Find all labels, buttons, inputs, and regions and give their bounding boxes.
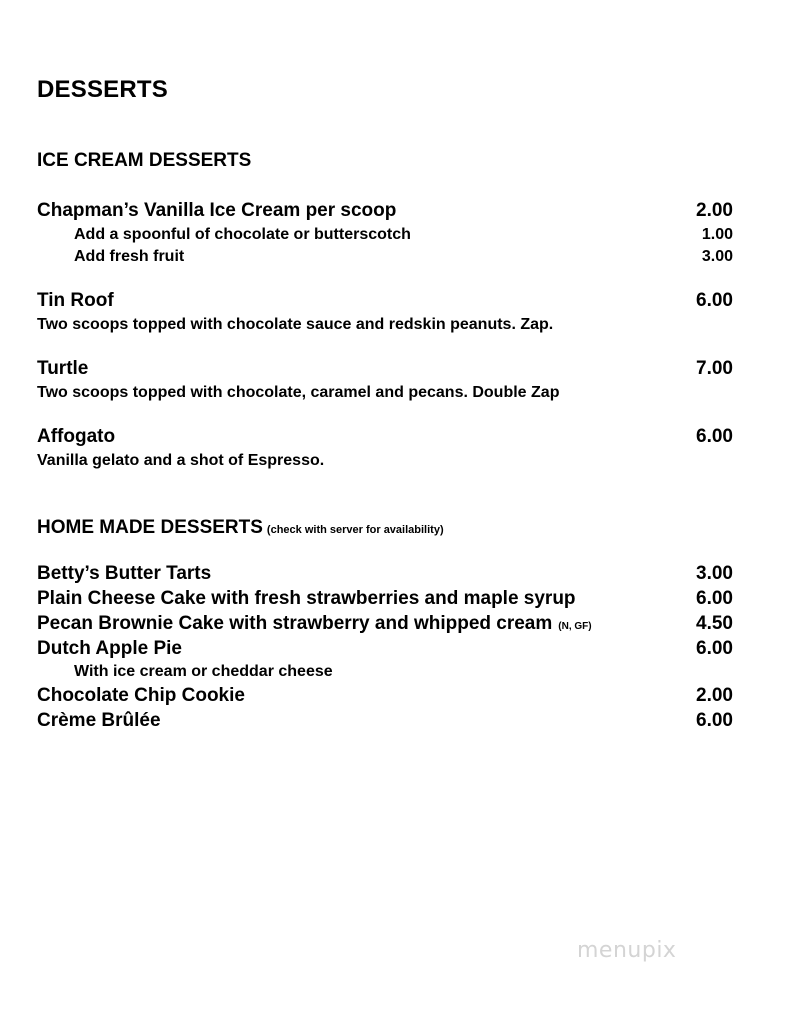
item-name-affogato: Affogato [37, 426, 116, 447]
watermark-logo: menupix [577, 938, 677, 963]
addon-price-chocolate: 1.00 [701, 226, 733, 243]
item-price-apple-pie: 6.00 [696, 638, 733, 659]
item-name-chapmans: Chapman’s Vanilla Ice Cream per scoop [37, 200, 397, 221]
item-name-brownie-cake-label: Pecan Brownie Cake with strawberry and whipped cream [37, 613, 553, 634]
item-name-cheese-cake: Plain Cheese Cake with fresh strawberries and maple syrup [37, 588, 576, 609]
item-name-apple-pie: Dutch Apple Pie [37, 638, 182, 659]
item-price-tin-roof: 6.00 [696, 290, 733, 311]
item-name-tin-roof: Tin Roof [37, 290, 114, 311]
item-desc-tin-roof: Two scoops topped with chocolate sauce and redskin peanuts. Zap. [37, 316, 554, 333]
item-price-affogato: 6.00 [696, 426, 733, 447]
addon-label-chocolate: Add a spoonful of chocolate or butterscotch [74, 226, 411, 243]
item-desc-turtle: Two scoops topped with chocolate, caramel and pecans. Double Zap [37, 384, 560, 401]
page-title: DESSERTS [37, 76, 168, 103]
item-price-chapmans: 2.00 [696, 200, 733, 221]
addon-label-fruit: Add fresh fruit [74, 248, 185, 265]
item-price-cookie: 2.00 [696, 685, 733, 706]
availability-note: (check with server for availability) [266, 524, 444, 536]
dietary-tag: (N, GF) [558, 621, 592, 632]
item-price-cheese-cake: 6.00 [696, 588, 733, 609]
item-desc-affogato: Vanilla gelato and a shot of Espresso. [37, 452, 325, 469]
item-sub-apple-pie: With ice cream or cheddar cheese [74, 663, 333, 680]
addon-price-fruit: 3.00 [701, 248, 733, 265]
item-name-creme-brulee: Crème Brûlée [37, 710, 161, 731]
item-price-creme-brulee: 6.00 [696, 710, 733, 731]
item-name-cookie: Chocolate Chip Cookie [37, 685, 245, 706]
section-heading-ice-cream: ICE CREAM DESSERTS [37, 150, 252, 171]
section-heading-home-made-label: HOME MADE DESSERTS [37, 517, 263, 538]
item-name-brownie-cake [37, 613, 592, 635]
item-name-butter-tarts: Betty’s Butter Tarts [37, 563, 212, 584]
item-price-butter-tarts: 3.00 [696, 563, 733, 584]
item-price-turtle: 7.00 [696, 358, 733, 379]
item-name-turtle: Turtle [37, 358, 89, 379]
item-price-brownie-cake: 4.50 [696, 613, 733, 634]
section-heading-home-made [37, 517, 444, 539]
